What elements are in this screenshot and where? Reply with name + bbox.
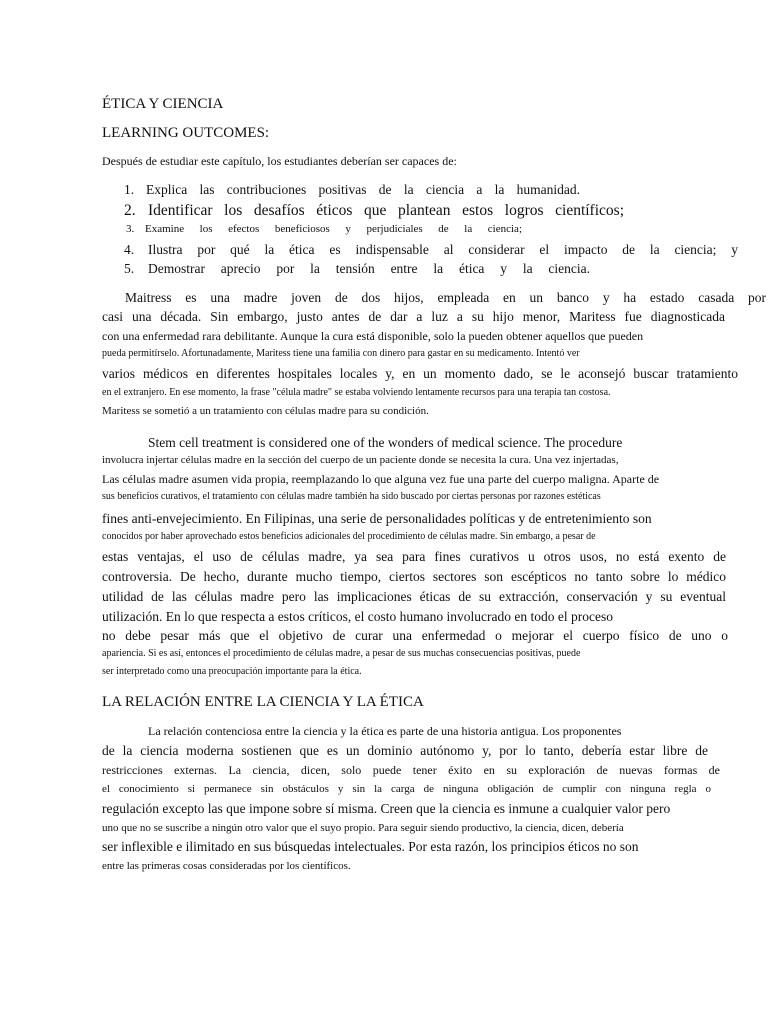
outcome-number: 3. [126, 223, 135, 235]
paragraph-line: involucra injertar células madre en la sección del cuerpo de un paciente donde se necesita la cura. Una vez injertadas, [102, 454, 619, 466]
paragraph-line: restricciones externas. La ciencia, dicen, solo puede tener éxito en su exploración de nuevas formas de [102, 763, 720, 777]
paragraph-line: utilidad de las células madre pero las implicaciones éticas de su extracción, conservación y su eventual [102, 589, 726, 604]
paragraph-line: el conocimiento si permanece sin obstáculos y sin la carga de ninguna obligación de cumplir con ninguna regla o [102, 783, 711, 795]
paragraph-line: con una enfermedad rara debilitante. Aunque la cura está disponible, solo la pueden obtener aquellos que pueden [102, 329, 644, 343]
paragraph-line: fines anti-envejecimiento. En Filipinas, una serie de personalidades políticas y de entretenimiento son [102, 511, 652, 526]
paragraph-line: Maitress es una madre joven de dos hijos, empleada en un banco y ha estado casada por [125, 290, 766, 305]
paragraph-line: ser interpretado como una preocupación importante para la ética. [102, 666, 362, 677]
paragraph-line: pueda permitírselo. Afortunadamente, Maritess tiene una familia con dinero para gastar en su medicamento. Intentó ver [102, 348, 580, 359]
paragraph-line: varios médicos en diferentes hospitales locales y, en un momento dado, se le aconsejó buscar tratamiento [102, 366, 738, 381]
paragraph-line: Las células madre asumen vida propia, reemplazando lo que alguna vez fue una parte del cuerpo maligna. Aparte de [102, 472, 660, 486]
paragraph-line: ser inflexible e ilimitado en sus búsquedas intelectuales. Por esta razón, los principios éticos no son [102, 839, 639, 854]
outcome-number: 5. [124, 261, 135, 276]
paragraph-line: sus beneficios curativos, el tratamiento con células madre también ha sido buscado por ciertas personas por razones estéticas [102, 491, 601, 502]
intro-text: Después de estudiar este capítulo, los estudiantes deberían ser capaces de: [102, 154, 457, 168]
paragraph-line: entre las primeras cosas consideradas por los científicos. [102, 860, 351, 872]
paragraph-line: estas ventajas, el uso de células madre, ya sea para fines curativos u otros usos, no está exento de [102, 549, 726, 564]
outcome-item: Explica las contribuciones positivas de la ciencia a la humanidad. [146, 182, 580, 197]
paragraph-line: en el extranjero. En ese momento, la frase "célula madre" se estaba volviendo lentamente recursos para una terapia tan costosa. [102, 387, 611, 398]
section-heading: LA RELACIÓN ENTRE LA CIENCIA Y LA ÉTICA [102, 694, 424, 710]
outcome-item: Examine los efectos beneficiosos y perjudiciales de la ciencia; [145, 223, 522, 235]
paragraph-line: utilización. En lo que respecta a estos críticos, el costo humano involucrado en todo el proceso [102, 609, 613, 624]
paragraph-line: regulación excepto las que impone sobre sí misma. Creen que la ciencia es inmune a cualquier valor pero [102, 801, 671, 816]
paragraph-line: conocidos por haber aprovechado estos beneficios adicionales del procedimiento de células madre. Sin embargo, a pesar de [102, 531, 596, 542]
paragraph-line: casi una década. Sin embargo, justo antes de dar a luz a su hijo menor, Maritess fue diagnosticada [102, 309, 725, 324]
paragraph-line: uno que no se suscribe a ningún otro valor que el suyo propio. Para seguir siendo productivo, la ciencia, dicen, debería [102, 822, 624, 834]
paragraph-line: apariencia. Si es así, entonces el procedimiento de células madre, a pesar de sus muchas consecuencias positivas, puede [102, 648, 581, 659]
paragraph-line: de la ciencia moderna sostienen que es un dominio autónomo y, por lo tanto, debería estar libre de [102, 743, 708, 758]
outcome-item: Demostrar aprecio por la tensión entre la ética y la ciencia. [148, 261, 590, 276]
document-title: ÉTICA Y CIENCIA [102, 96, 224, 112]
paragraph-line: Maritess se sometió a un tratamiento con células madre para su condición. [102, 405, 429, 417]
paragraph-line: Stem cell treatment is considered one of the wonders of medical science. The procedure [148, 435, 623, 450]
paragraph-line: La relación contenciosa entre la ciencia y la ética es parte de una historia antigua. Los proponentes [148, 724, 622, 738]
outcome-number: 1. [124, 182, 135, 197]
outcome-item: Identificar los desafíos éticos que plantean estos logros científicos; [148, 202, 624, 219]
outcome-number: 2. [124, 202, 136, 219]
learning-outcomes-heading: LEARNING OUTCOMES: [102, 125, 270, 141]
outcome-item: Ilustra por qué la ética es indispensable al considerar el impacto de la ciencia; y [148, 242, 738, 257]
paragraph-line: controversia. De hecho, durante mucho tiempo, ciertos sectores son escépticos no tanto sobre lo médico [102, 569, 726, 584]
outcome-number: 4. [124, 242, 135, 257]
paragraph-line: no debe pesar más que el objetivo de curar una enfermedad o mejorar el cuerpo físico de uno o [102, 628, 728, 643]
